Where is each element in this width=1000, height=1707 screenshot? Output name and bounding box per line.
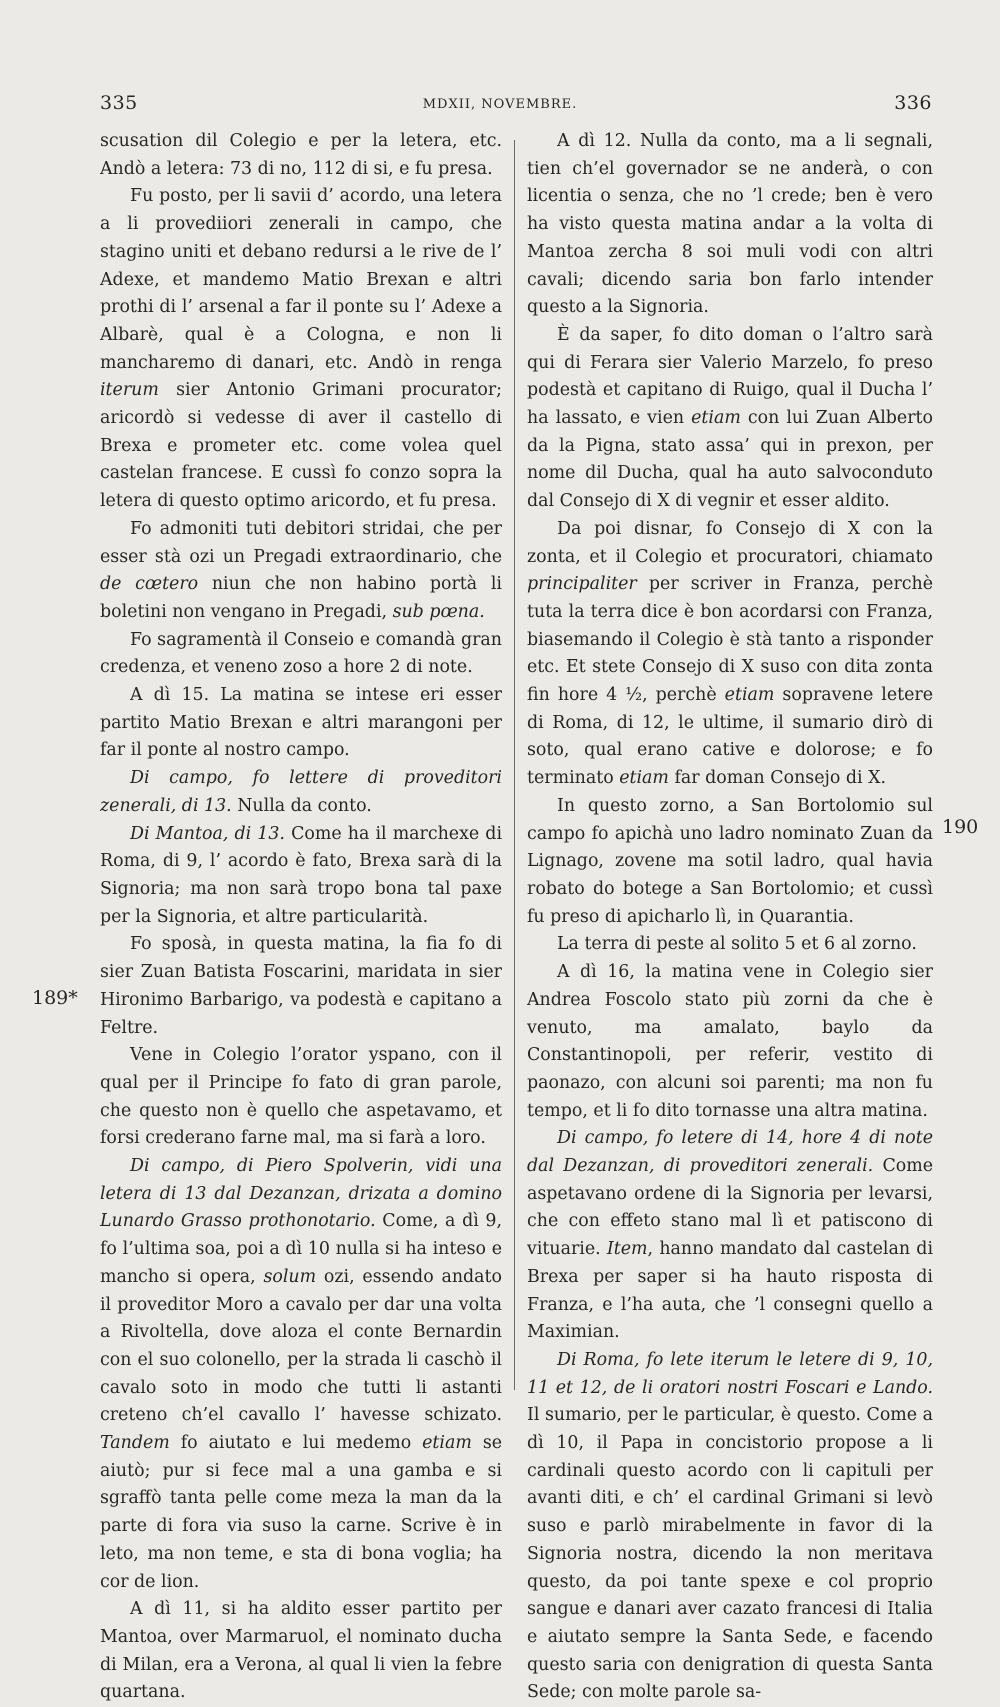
paragraph: È da saper, fo dito doman o l’altro sarà qui di Ferara sier Valerio Marzelo, fo preso podestà et capitano di Ruigo, qual il Ducha l’ ha lassato, e vien etiam con lui Zuan Alberto da la Pigna, stato assa’ qui in prexon, per nome dil Ducha, qual ha auto salvoconduto dal Consejo di X di vegnir et esser aldito. [527, 324, 933, 512]
margin-mark-right: 190 [942, 816, 979, 838]
paragraph: Di campo, fo lettere di proveditori zenerali, di 13. Nulla da conto. [100, 768, 502, 816]
paragraph: Di campo, fo letere di 14, hore 4 di note dal Dezanzan, di proveditori zenerali. Come aspetavano ordene di la Signoria per levarsi, che con effeto stano mal lì et patiscono di vituarie. Item, hanno mandato dal castelan di Brexa per saper si ha hauto risposta di Franza, e l’ha auta, che ’l consegni quello a Maximian. [527, 1128, 934, 1343]
paragraph: Fo sposà, in questa matina, la fia fo di sier Zuan Batista Foscarini, maridata in sier Hironimo Barbarigo, va podestà e capitano a Feltre. [100, 934, 502, 1038]
paragraph: Fo sagramentà il Conseio e comandà gran credenza, et veneno zoso a hore 2 di note. [100, 629, 502, 678]
paragraph: Di campo, di Piero Spolverin, vidi una letera di 13 dal Dezanzan, drizata a domino Lunardo Grasso prothonotario. Come, a dì 9, fo l’ultima soa, poi a dì 10 nulla si ha inteso e mancho si opera, solum ozi, essendo andato il proveditor Moro a cavalo per dar una volta a Rivoltella, dove aloza el conte Bernardin con el suo colonello, per la strada li caschò il cavalo soto in modo che tutti li astanti creteno ch’el cavallo l’ havesse schizato. Tandem fo aiutato e lui medemo etiam se aiutò; pur si fece mal a una gamba e si sgraffò tanta pelle come meza la man da la parte di fora via suso la carne. Scrive è in leto, ma non teme, e sta di bona voglia; ha cor de lion. [100, 1156, 503, 1592]
paragraph: In questo zorno, a San Bortolomio sul campo fo apichà uno ladro nominato Zuan da Lignago, zovene ma sotil ladro, qual havia robato do botege a San Bortolomio; et cussì fu preso di apicharlo lì, in Quarantia. [527, 795, 933, 927]
paragraph: Da poi disnar, fo Consejo di X con la zonta, et il Colegio et procuratori, chiamato principaliter per scriver in Franza, perchè tuta la terra dice è bon acordarsi con Franza, biasemando il Colegio è stà tanto a risponder etc. Et stete Consejo di X suso con dita zonta fin hore 4 ½, perchè etiam sopravene letere di Roma, di 12, le ultime, il sumario dirò di soto, qual erano cative e dolorose; e fo terminato etiam far doman Consejo di X. [527, 518, 934, 789]
margin-mark-left: 189* [32, 987, 78, 1009]
paragraph: Vene in Colegio l’orator yspano, con il qual per il Principe fo fato di gran parole, che questo non è quello che aspetavamo, et forsi crederano farne mal, ma si farà a loro. [100, 1045, 502, 1149]
paragraph: Di Roma, fo lete iterum le letere di 9, 10, 11 et 12, de li oratori nostri Foscari e Lando. Il sumario, per le particular, è questo. Come a dì 10, il Papa in concistorio propose a li cardinali questo acordo con li capituli per avanti diti, e ch’ el cardinal Grimani si levò suso e parlò mirabelmente in favor di la Signoria nostra, dicendo la non meritava questo, da poi tante spexe e col proprio sangue e danari aver cazato francesi di Italia e aiutato sempre la Santa Sede, e facendo questo saria con denigration di questa Santa Sede; con molte parole sa- [527, 1349, 933, 1703]
paragraph: scusation dil Colegio e per la letera, etc. Andò a letera: 73 di no, 112 di si, e fu presa. [100, 131, 502, 179]
running-title: MDXII, NOVEMBRE. [422, 97, 578, 112]
paragraph: Fu posto, per li savii d’ acordo, una letera a li provediiori zenerali in campo, che stagino uniti et debano redursi a le rive de l’ Adexe, et mandemo Matio Brexan e altri prothi di l’ arsenal a far il ponte su l’ Adexe a Albarè, qual è a Cologna, e non li mancharemo di danari, etc. Andò in renga iterum sier Antonio Grimani procurator; aricordò si vedesse di aver il castello di Brexa e prometer etc. come volea quel castelan francese. E cussì fo conzo sopra la letera di questo optimo aricordo, et fu presa. [100, 186, 502, 512]
page-number-right: 336 [894, 92, 932, 114]
left-column [100, 128, 502, 1707]
paragraph: A dì 11, si ha aldito esser partito per Mantoa, over Marmaruol, el nominato ducha di Milan, era a Verona, al qual li vien la febre quartana. [100, 1599, 502, 1703]
page-number-left: 335 [100, 92, 138, 114]
right-column [527, 128, 933, 1707]
paragraph: Di Mantoa, di 13. Come ha il marchexe di Roma, di 9, l’ acordo è fato, Brexa sarà di la Signoria; ma non sarà tropo bona tal paxe per la Signoria, et altre particularità. [100, 823, 503, 927]
paragraph: A dì 15. La matina se intese eri esser partito Matio Brexan e altri marangoni per far il ponte al nostro campo. [100, 685, 502, 761]
paragraph: Fo admoniti tuti debitori stridai, che per esser stà ozi un Pregadi extraordinario, che de cœtero niun che non habino portà li boletini non vengano in Pregadi, sub pœna. [100, 518, 502, 622]
column-divider [514, 140, 515, 1390]
paragraph: A dì 12. Nulla da conto, ma a li segnali, tien ch’el governador se ne anderà, o con licentia o senza, che no ’l crede; ben è vero ha visto questa matina andar a la volta di Mantoa zercha 8 soi muli vodi con altri cavali; dicendo saria bon farlo intender questo a la Signoria. [527, 131, 933, 318]
paragraph: La terra di peste al solito 5 et 6 al zorno. [557, 934, 917, 955]
paragraph: A dì 16, la matina vene in Colegio sier Andrea Foscolo stato più zorni da che è venuto, ma amalato, baylo da Constantinopoli, per referir, vestito di paonazo, con alcuni soi parenti; ma non fu tempo, et li fo dito tornasse una altra matina. [527, 962, 933, 1121]
